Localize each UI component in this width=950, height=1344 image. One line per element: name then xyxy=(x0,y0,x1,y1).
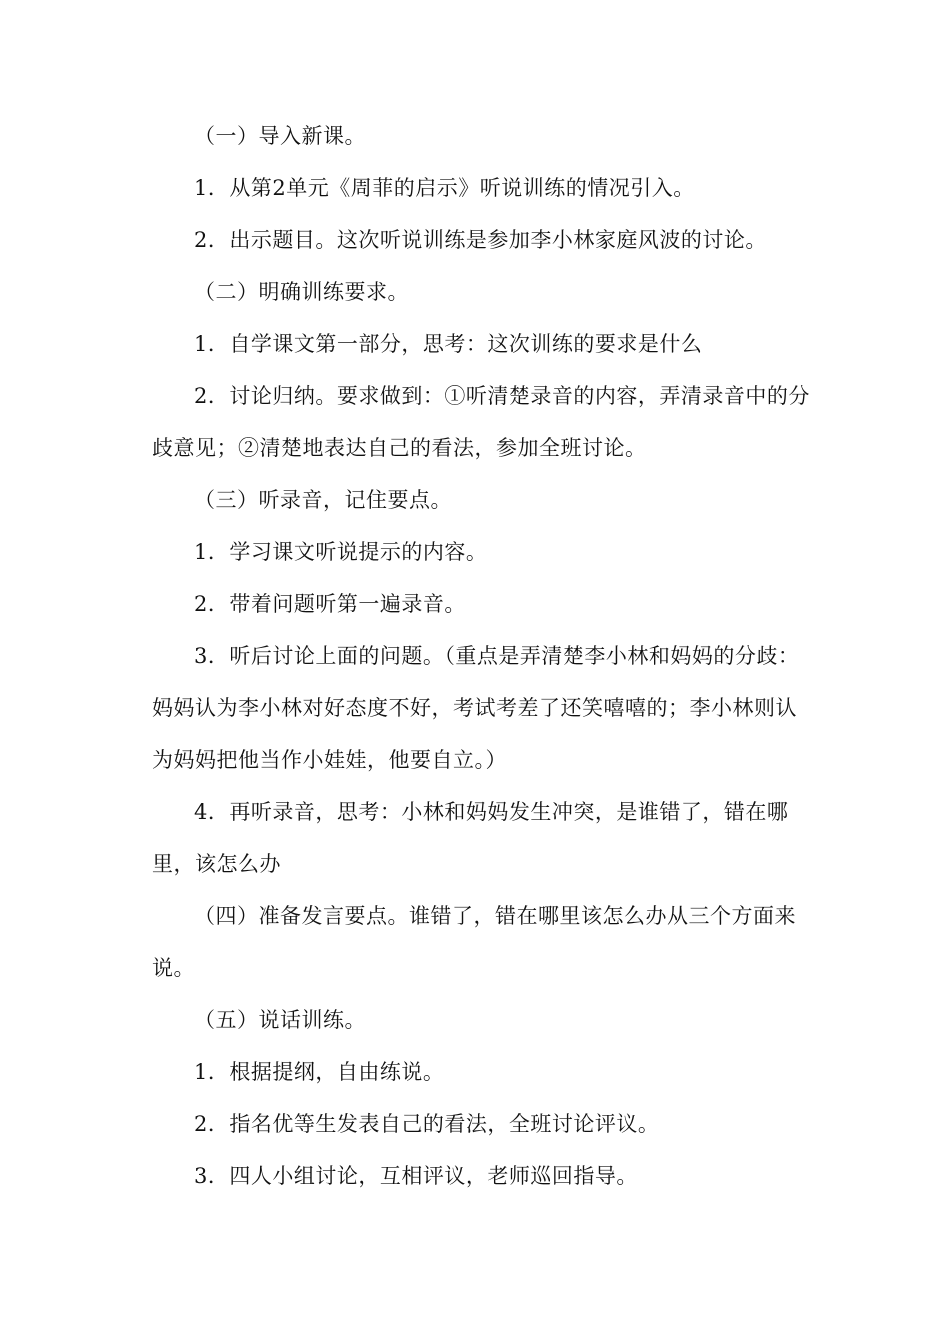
paragraph-item: 1．从第2单元《周菲的启示》听说训练的情况引入。 xyxy=(194,176,695,200)
paragraph-item: 1．自学课文第一部分，思考：这次训练的要求是什么 xyxy=(194,332,703,356)
paragraph-item: 3．听后讨论上面的问题。（重点是弄清楚李小林和妈妈的分歧：妈妈认为李小林对好态度不好，考试考差了还笑嘻嘻的；李小林则认为妈妈把他当作小娃娃，他要自立。） xyxy=(152,644,800,772)
document-body xyxy=(152,110,812,1202)
section-heading-3: （三）听录音，记住要点。 xyxy=(194,488,452,512)
paragraph-item: 2．出示题目。这次听说训练是参加李小林家庭风波的讨论。 xyxy=(194,228,767,252)
section-heading-5: （五）说话训练。 xyxy=(194,1008,366,1032)
paragraph-item: 3．四人小组讨论，互相评议，老师巡回指导。 xyxy=(194,1164,638,1188)
paragraph-item: 4．再听录音，思考：小林和妈妈发生冲突，是谁错了，错在哪里，该怎么办 xyxy=(152,800,789,876)
paragraph-item: 2．讨论归纳。要求做到：①听清楚录音的内容，弄清录音中的分歧意见；②清楚地表达自己的看法，参加全班讨论。 xyxy=(152,384,810,460)
paragraph-item: 2．带着问题听第一遍录音。 xyxy=(194,592,466,616)
section-heading-1: （一）导入新课。 xyxy=(194,124,366,148)
section-heading-4: （四）准备发言要点。谁错了，错在哪里该怎么办从三个方面来说。 xyxy=(152,904,796,980)
paragraph-item: 1．根据提纲，自由练说。 xyxy=(194,1060,445,1084)
paragraph-item: 2．指名优等生发表自己的看法，全班讨论评议。 xyxy=(194,1112,660,1136)
section-heading-2: （二）明确训练要求。 xyxy=(194,280,409,304)
paragraph-item: 1．学习课文听说提示的内容。 xyxy=(194,540,488,564)
